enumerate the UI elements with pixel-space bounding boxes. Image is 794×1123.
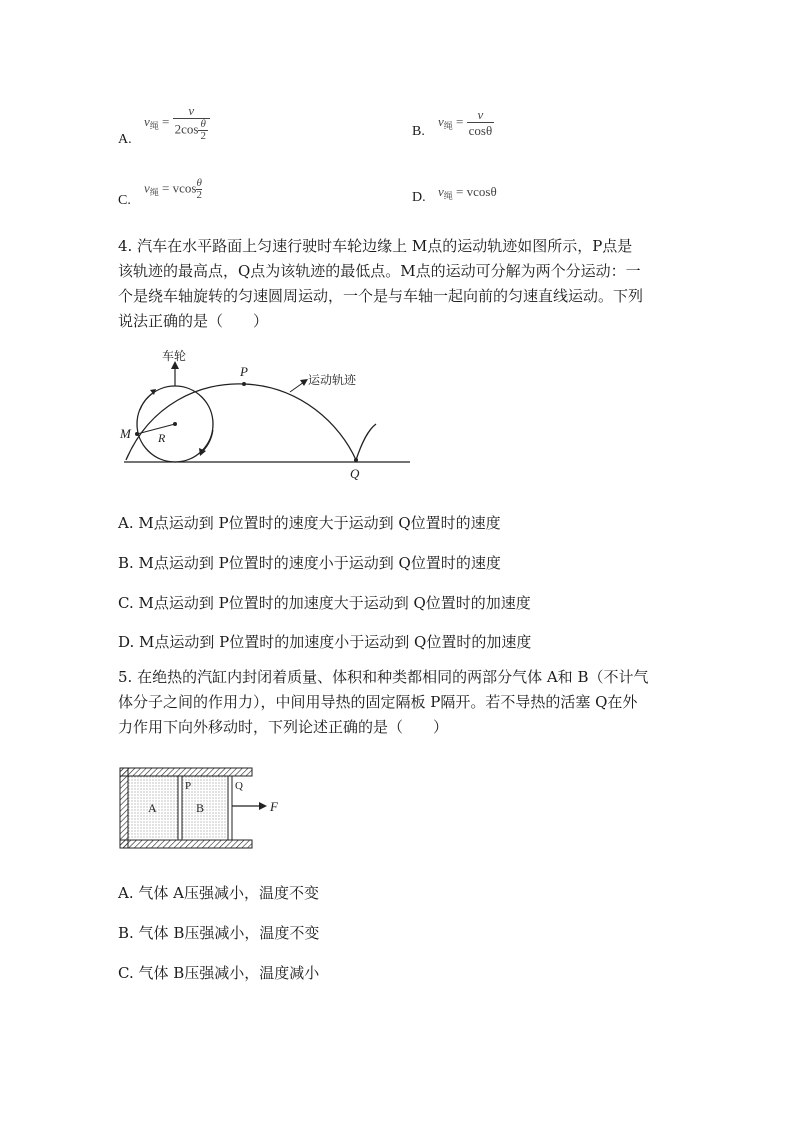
force-arrow-head [259,802,267,810]
q4-choice-a: A. M点运动到 P位置时的速度大于运动到 Q位置时的速度 [118,514,501,532]
fraction: $\frac{v}{\cos\theta}$ [468,107,493,138]
gas-a-label: A [148,801,157,815]
q4-wheel-trajectory-figure [110,344,420,484]
plate-p-label: P [185,780,192,792]
rotation-arrow-top [140,392,154,410]
cylinder-bottom-wall [120,840,252,848]
trajectory-continuation [356,424,376,460]
q5-choice-a: A. 气体 A压强减小，温度不变 [118,884,319,902]
option-label: D. [412,190,426,205]
radius-label: R [158,431,166,445]
trajectory-arrow-head [300,379,308,386]
formula-c: $v_绳 = vcos$ $\frac{\theta}{2}$ [144,177,202,201]
q4-stem: 4. 汽车在水平路面上匀速行驶时车轮边缘上 M点的运动轨迹如图所示，P点是 该轨迹的最高点，Q点为该轨迹的最低点。M点的运动可分解为两个分运动：一 个是绕车轴旋转的匀速圆周运动，一个是与车轴一起向前的匀速直线运动。下列 说法正确的是（ ） [118,237,644,330]
point-m-label: M [120,426,131,441]
piston-q-label: Q [235,780,243,792]
q5-stem: 5. 在绝热的汽缸内封闭着质量、体积和种类都相同的两部分气体 A和 B（不计气 体分子之间的作用力），中间用导热的固定隔板 P隔开。若不导热的活塞 Q在外 力作用下向外移动时，下列论述正确的是（ ） [118,668,649,736]
formula-b: $v_绳$ = $\frac{v}{\cos\theta}$ [438,107,493,138]
formula-a: $v_绳$ = v 2cos $\frac{\theta}{2}$ [144,104,210,142]
point-m-dot [135,432,139,436]
q4-choice-d: D. M点运动到 P位置时的加速度小于运动到 Q位置时的加速度 [118,633,532,651]
wheel-label: 车轮 [162,349,187,363]
trajectory-label: 运动轨迹 [308,373,357,387]
piston-q [228,776,232,840]
plate-p [178,776,182,840]
radius-line [137,424,175,434]
point-q-label: Q [350,466,360,481]
option-label: B. [412,124,425,139]
q5-choice-b: B. 气体 B压强减小，温度不变 [118,924,320,942]
cylinder-top-wall [120,768,252,776]
force-f-label: F [270,799,278,814]
fraction: v 2cos $\frac{\theta}{2}$ [173,104,210,142]
point-q-dot [354,458,358,462]
trajectory-arrow-shaft [290,382,304,392]
formula-d: $v_绳 = vcos\theta$ [438,184,497,202]
q5-choice-c: C. 气体 B压强减小，温度减小 [118,964,320,982]
option-label: C. [118,193,131,208]
trajectory-curve [126,384,356,460]
q5-cylinder-figure [116,764,296,856]
q4-choice-b: B. M点运动到 P位置时的速度小于运动到 Q位置时的速度 [118,554,501,572]
point-p-dot [242,382,246,386]
point-p-label: P [240,364,248,379]
cylinder-left-wall [120,768,128,848]
gas-b-label: B [196,801,205,815]
q4-choice-c: C. M点运动到 P位置时的加速度大于运动到 Q位置时的加速度 [118,594,531,612]
option-label: A. [118,132,132,147]
